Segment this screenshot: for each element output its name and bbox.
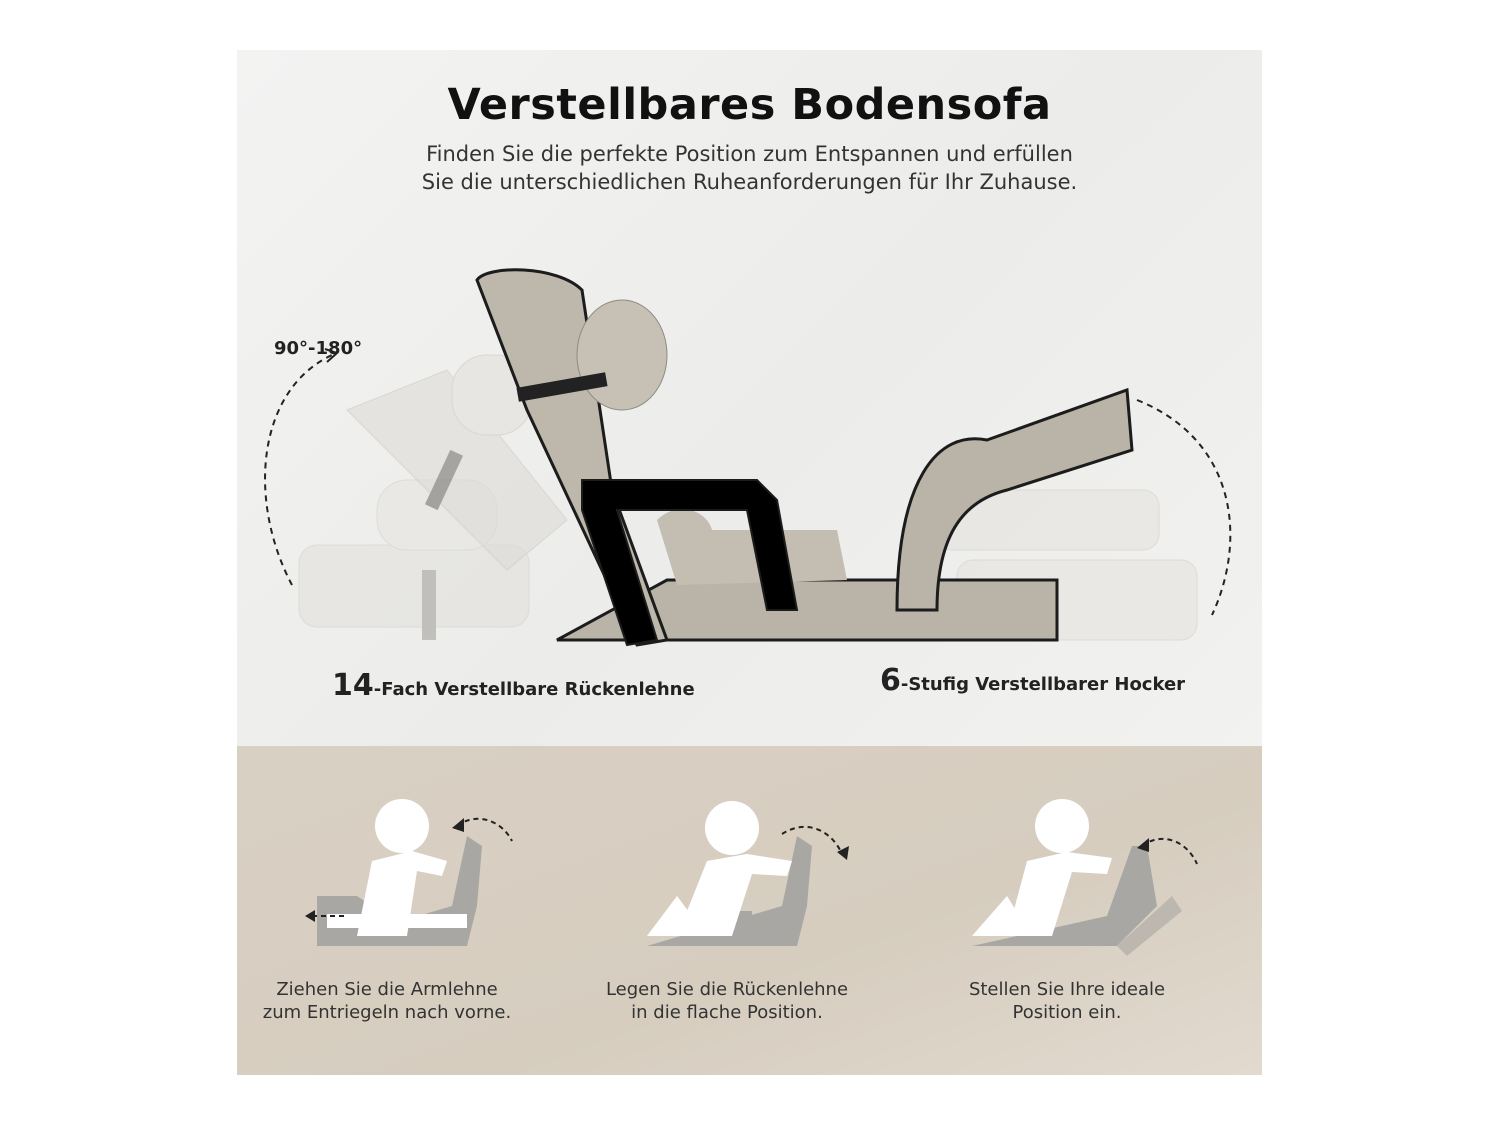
page-title: Verstellbares Bodensofa	[447, 80, 1052, 130]
main-sofa	[477, 270, 1132, 645]
step-3-line-2: Position ein.	[1012, 1002, 1122, 1023]
step-1-arc-arrow-icon	[457, 819, 512, 841]
angle-label: 90°-180°	[274, 338, 363, 359]
step-1-line-2: zum Entriegeln nach vorne.	[262, 1002, 512, 1023]
stool-caption-text: -Stufig Verstellbarer Hocker	[900, 674, 1186, 695]
backrest-caption-text: -Fach Verstellbare Rückenlehne	[373, 679, 695, 700]
step-3-text	[917, 978, 1217, 1024]
backrest-caption	[332, 668, 695, 703]
product-infographic	[237, 50, 1262, 1075]
step-2-figure	[647, 801, 812, 946]
step-3-arc-arrow-icon	[1142, 839, 1197, 864]
sofa-headrest	[577, 300, 667, 410]
step-3-line-1: Stellen Sie Ihre ideale	[968, 979, 1166, 1000]
sofa-illustration	[237, 50, 1262, 750]
subtitle-line-2: Sie die unterschiedlichen Ruheanforderungen für Ihr Zuhause.	[421, 170, 1078, 194]
stool-caption	[880, 663, 1185, 698]
step-2-line-1: Legen Sie die Rückenlehne	[605, 979, 849, 1000]
step-2-line-2: in die flache Position.	[631, 1002, 823, 1023]
steps-illustrations	[237, 746, 1262, 1075]
stool-number: 6	[880, 663, 901, 698]
step-2-arc-arrow-icon	[782, 827, 842, 854]
instruction-steps	[237, 746, 1262, 1075]
subtitle-line-1: Finden Sie die perfekte Position zum Entspannen und erfüllen	[426, 142, 1073, 166]
backrest-number: 14	[332, 668, 374, 703]
step-3-figure	[972, 799, 1182, 956]
step-1-line-1: Ziehen Sie die Armlehne	[276, 979, 498, 1000]
step-1-figure	[317, 799, 482, 946]
step-2-text	[577, 978, 877, 1024]
step-1-text	[237, 978, 537, 1024]
